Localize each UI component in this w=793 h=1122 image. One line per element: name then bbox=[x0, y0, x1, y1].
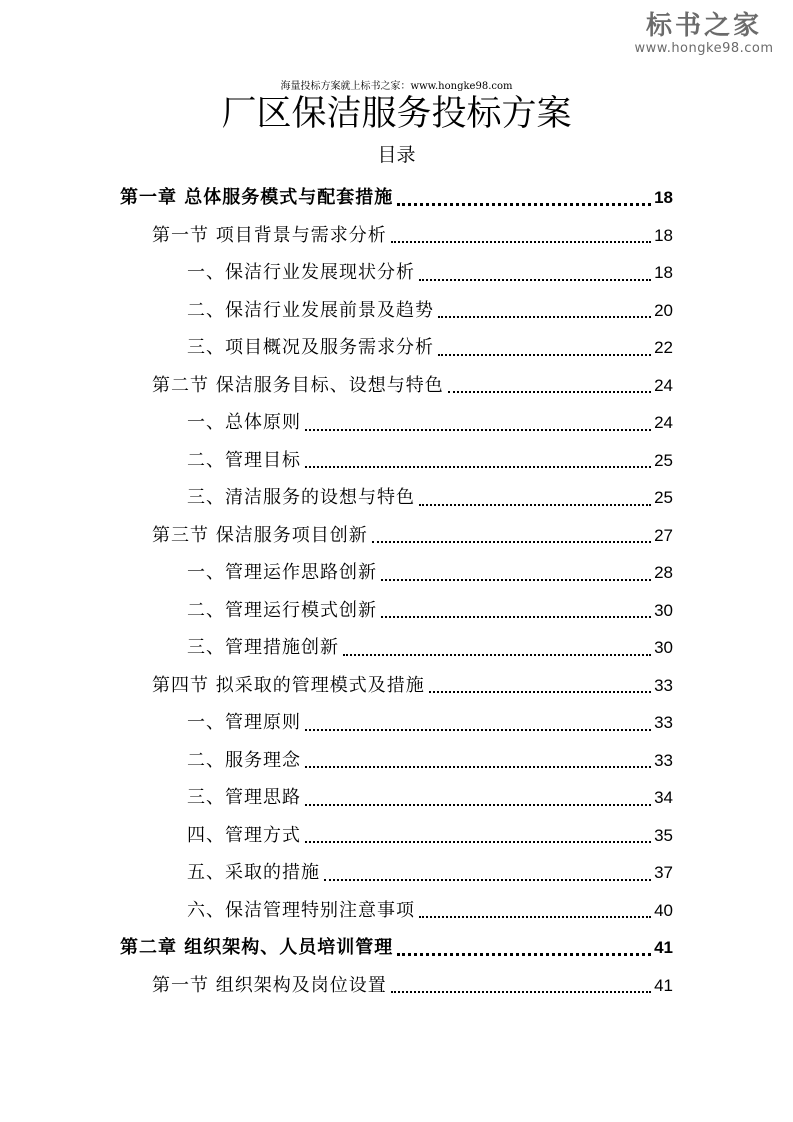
toc-leader-dots bbox=[419, 504, 651, 506]
toc-entry-label: 二、管理目标 bbox=[187, 449, 301, 471]
toc-entry-page: 33 bbox=[654, 713, 673, 732]
brand-logo-url: www.hongke98.com bbox=[634, 41, 774, 56]
toc-entry-page: 41 bbox=[654, 975, 673, 995]
toc-heading: 目录 bbox=[377, 144, 416, 166]
toc-entry[interactable] bbox=[120, 179, 673, 216]
toc-entry[interactable] bbox=[187, 442, 673, 479]
toc-entry-page: 41 bbox=[654, 938, 673, 957]
toc-leader-dots bbox=[305, 466, 651, 468]
toc-entry-page: 24 bbox=[654, 375, 673, 395]
toc-entry[interactable] bbox=[187, 817, 673, 854]
toc-entry-label: 三、清洁服务的设想与特色 bbox=[187, 487, 415, 508]
toc-entry-page: 18 bbox=[654, 263, 673, 282]
toc-leader-dots bbox=[381, 579, 651, 581]
toc-entry-label: 一、总体原则 bbox=[187, 412, 301, 433]
toc-leader-dots bbox=[397, 203, 651, 206]
toc-entry-label: 第二章 组织架构、人员培训管理 bbox=[120, 937, 394, 958]
brand-logo-text: 标书之家 bbox=[645, 11, 762, 41]
toc-entry[interactable] bbox=[187, 554, 673, 591]
toc-leader-dots bbox=[305, 841, 651, 843]
toc-entry-page: 28 bbox=[654, 563, 673, 582]
toc-entry-label: 第一章 总体服务模式与配套措施 bbox=[120, 187, 394, 208]
toc-entry-page: 30 bbox=[654, 600, 673, 620]
toc-entry-page: 33 bbox=[654, 750, 673, 770]
toc-leader-dots bbox=[305, 804, 651, 806]
toc-entry-label: 二、管理运行模式创新 bbox=[187, 599, 377, 621]
toc-entry-page: 20 bbox=[654, 300, 673, 320]
toc-entry-page: 18 bbox=[654, 188, 673, 207]
toc-leader-dots bbox=[419, 279, 651, 281]
toc-entry-page: 33 bbox=[654, 675, 673, 695]
toc-entry-label: 第二节 保洁服务目标、设想与特色 bbox=[152, 374, 444, 396]
toc-entry-page: 40 bbox=[654, 900, 673, 920]
toc-entry[interactable] bbox=[187, 629, 673, 666]
toc-leader-dots bbox=[438, 316, 651, 318]
toc-entry-page: 30 bbox=[654, 638, 673, 657]
toc-entry[interactable] bbox=[152, 667, 673, 704]
toc-entry[interactable] bbox=[152, 367, 673, 404]
toc-entry-page: 18 bbox=[654, 225, 673, 245]
toc-entry[interactable] bbox=[187, 479, 673, 516]
toc-leader-dots bbox=[391, 241, 651, 243]
toc-entry[interactable] bbox=[152, 517, 673, 554]
toc-leader-dots bbox=[429, 691, 651, 693]
toc-leader-dots bbox=[391, 991, 651, 993]
toc-entry[interactable] bbox=[187, 329, 673, 366]
toc-leader-dots bbox=[343, 654, 651, 656]
toc-entry-label: 一、保洁行业发展现状分析 bbox=[187, 262, 415, 283]
toc-leader-dots bbox=[397, 953, 651, 956]
toc-entry[interactable] bbox=[187, 404, 673, 441]
toc-entry-label: 一、管理运作思路创新 bbox=[187, 562, 377, 583]
toc-entry-page: 25 bbox=[654, 488, 673, 507]
toc-leader-dots bbox=[305, 766, 651, 768]
toc-entry[interactable] bbox=[187, 704, 673, 741]
toc-leader-dots bbox=[438, 354, 651, 356]
toc-leader-dots bbox=[381, 616, 651, 618]
toc-entry-page: 34 bbox=[654, 788, 673, 807]
toc-entry-label: 三、管理措施创新 bbox=[187, 637, 339, 658]
toc-entry[interactable] bbox=[120, 929, 673, 966]
document-title: 厂区保洁服务投标方案 bbox=[221, 94, 572, 134]
toc-entry-label: 第四节 拟采取的管理模式及措施 bbox=[152, 674, 425, 696]
toc-entry-page: 37 bbox=[654, 863, 673, 882]
toc-entry[interactable] bbox=[187, 779, 673, 816]
toc-entry[interactable] bbox=[152, 967, 673, 1004]
toc-leader-dots bbox=[419, 916, 651, 918]
toc-entry[interactable] bbox=[187, 892, 673, 929]
toc-entry-label: 第三节 保洁服务项目创新 bbox=[152, 524, 368, 546]
toc-entry-label: 第一节 项目背景与需求分析 bbox=[152, 224, 387, 246]
toc-entry-page: 22 bbox=[654, 338, 673, 357]
toc-entry-label: 一、管理原则 bbox=[187, 712, 301, 733]
toc-entry[interactable] bbox=[187, 254, 673, 291]
toc-entry-label: 三、管理思路 bbox=[187, 787, 301, 808]
toc-leader-dots bbox=[448, 391, 651, 393]
header-note: 海量投标方案就上标书之家：www.hongke98.com bbox=[280, 81, 513, 92]
toc-entry-page: 24 bbox=[654, 413, 673, 432]
toc-entry-page: 35 bbox=[654, 825, 673, 845]
toc-leader-dots bbox=[305, 429, 651, 431]
toc-entry[interactable] bbox=[187, 854, 673, 891]
toc-entry-page: 27 bbox=[654, 525, 673, 545]
toc-entry-page: 25 bbox=[654, 450, 673, 470]
toc-entry-label: 四、管理方式 bbox=[187, 824, 301, 846]
toc-entry-label: 二、保洁行业发展前景及趋势 bbox=[187, 299, 434, 321]
toc-leader-dots bbox=[372, 541, 651, 543]
toc-entry-label: 二、服务理念 bbox=[187, 749, 301, 771]
toc-leader-dots bbox=[324, 879, 651, 881]
toc-entry[interactable] bbox=[187, 592, 673, 629]
brand-logo bbox=[629, 10, 779, 56]
toc-entry-label: 五、采取的措施 bbox=[187, 862, 320, 883]
toc-entry[interactable] bbox=[187, 742, 673, 779]
toc-entry-label: 第一节 组织架构及岗位设置 bbox=[152, 974, 387, 996]
toc-entry-label: 三、项目概况及服务需求分析 bbox=[187, 337, 434, 358]
toc-entry-label: 六、保洁管理特别注意事项 bbox=[187, 899, 415, 921]
toc-leader-dots bbox=[305, 729, 651, 731]
toc-entry[interactable] bbox=[152, 217, 673, 254]
toc-entry[interactable] bbox=[187, 292, 673, 329]
